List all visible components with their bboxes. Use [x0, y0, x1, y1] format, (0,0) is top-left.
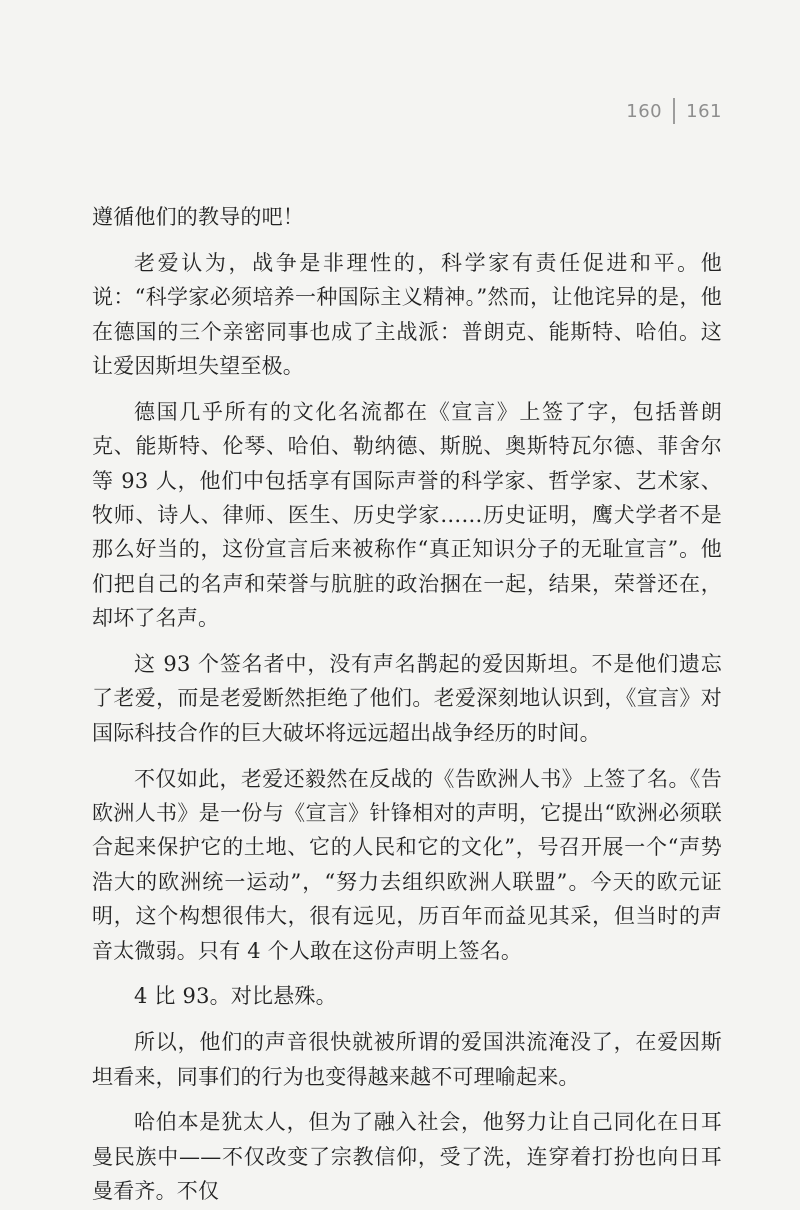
page-number-header: [626, 98, 722, 124]
paragraph-continuation: 遵循他们的教导的吧！: [92, 205, 304, 229]
left-page-number: 160: [626, 100, 663, 122]
right-page-number: 161: [686, 100, 722, 122]
body-text: [92, 200, 722, 1210]
paragraph-contrast: 4 比 93。对比悬殊。: [134, 984, 337, 1009]
paragraph-einstein-refused: 这 93 个签名者中，没有声名鹊起的爱因斯坦。不是他们遗忘了老爱，而是老爱断然拒绝了他们。老爱深刻地认识到，《宣言》对国际科技合作的巨大破坏将远远超出战争经历的时间。: [92, 652, 722, 745]
paragraph-manifesto-signers: 德国几乎所有的文化名流都在《宣言》上签了字，包括普朗克、能斯特、伦琴、哈伯、勒纳德、斯脱、奥斯特瓦尔德、菲舍尔等 93 人，他们中包括享有国际声誉的科学家、哲学家、艺术家、牧师、诗人、律师、医生、历史学家……历史证明，鹰犬学者不是那么好当的，这份宣言后来被称作“真正知识分子的无耻宣言”。他们把自己的名声和荣誉与肮脏的政治捆在一起，结果，荣誉还在，却坏了名声。: [92, 399, 722, 631]
paragraph-haber: 哈伯本是犹太人，但为了融入社会，他努力让自己同化在日耳曼民族中——不仅改变了宗教信仰，受了洗，连穿着打扮也向日耳曼看齐。不仅: [92, 1110, 722, 1204]
paragraph-scientists-peace: 老爱认为，战争是非理性的，科学家有责任促进和平。他说：“科学家必须培养一种国际主义精神。”然而，让他诧异的是，他在德国的三个亲密同事也成了主战派：普朗克、能斯特、哈伯。这让爱因斯坦失望至极。: [92, 250, 722, 379]
page-number-divider: [673, 98, 675, 124]
paragraph-letter-to-europeans: 不仅如此，老爱还毅然在反战的《告欧洲人书》上签了名。《告欧洲人书》是一份与《宣言》针锋相对的声明，它提出“欧洲必须联合起来保护它的土地、它的人民和它的文化”，号召开展一个“声势浩大的欧洲统一运动”，“努力去组织欧洲人联盟”。今天的欧元证明，这个构想很伟大，很有远见，历百年而益见其采，但当时的声音太微弱。只有 4 个人敢在这份声明上签名。: [92, 766, 722, 963]
paragraph-patriotic-flood: 所以，他们的声音很快就被所谓的爱国洪流淹没了，在爱因斯坦看来，同事们的行为也变得越来越不可理喻起来。: [92, 1030, 722, 1089]
